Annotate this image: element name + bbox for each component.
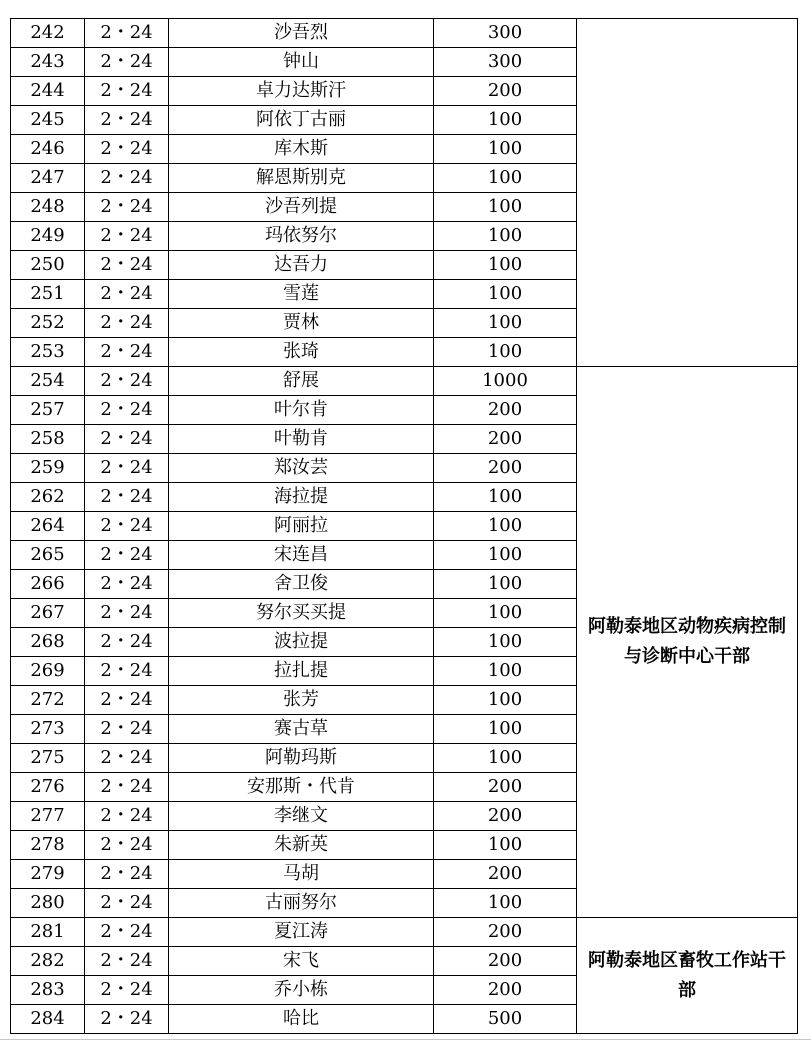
name-cell: 库木斯	[169, 135, 434, 164]
amount-cell: 1000	[434, 367, 577, 396]
date-cell: 2・24	[85, 541, 169, 570]
date-cell: 2・24	[85, 280, 169, 309]
name-cell: 安那斯・代肯	[169, 773, 434, 802]
row-number-cell: 245	[11, 106, 85, 135]
date-cell: 2・24	[85, 628, 169, 657]
row-number-cell: 265	[11, 541, 85, 570]
name-cell: 解恩斯别克	[169, 164, 434, 193]
name-cell: 努尔买买提	[169, 599, 434, 628]
row-number-cell: 249	[11, 222, 85, 251]
date-cell: 2・24	[85, 802, 169, 831]
name-cell: 赛古草	[169, 715, 434, 744]
row-number-cell: 272	[11, 686, 85, 715]
date-cell: 2・24	[85, 773, 169, 802]
name-cell: 玛依努尔	[169, 222, 434, 251]
row-number-cell: 283	[11, 976, 85, 1005]
date-cell: 2・24	[85, 396, 169, 425]
name-cell: 郑汝芸	[169, 454, 434, 483]
row-number-cell: 242	[11, 19, 85, 48]
name-cell: 宋飞	[169, 947, 434, 976]
name-cell: 李继文	[169, 802, 434, 831]
amount-cell: 100	[434, 628, 577, 657]
amount-cell: 100	[434, 686, 577, 715]
date-cell: 2・24	[85, 657, 169, 686]
amount-cell: 100	[434, 541, 577, 570]
name-cell: 张琦	[169, 338, 434, 367]
date-cell: 2・24	[85, 1005, 169, 1034]
table-row	[11, 367, 798, 396]
table-row	[11, 19, 798, 48]
amount-cell: 100	[434, 483, 577, 512]
name-cell: 雪莲	[169, 280, 434, 309]
date-cell: 2・24	[85, 164, 169, 193]
name-cell: 朱新英	[169, 831, 434, 860]
name-cell: 张芳	[169, 686, 434, 715]
date-cell: 2・24	[85, 309, 169, 338]
row-number-cell: 257	[11, 396, 85, 425]
row-number-cell: 252	[11, 309, 85, 338]
amount-cell: 100	[434, 280, 577, 309]
date-cell: 2・24	[85, 599, 169, 628]
amount-cell: 200	[434, 396, 577, 425]
date-cell: 2・24	[85, 367, 169, 396]
row-number-cell: 275	[11, 744, 85, 773]
name-cell: 夏江涛	[169, 918, 434, 947]
amount-cell: 100	[434, 222, 577, 251]
name-cell: 乔小栋	[169, 976, 434, 1005]
row-number-cell: 284	[11, 1005, 85, 1034]
amount-cell: 100	[434, 164, 577, 193]
amount-cell: 200	[434, 454, 577, 483]
amount-cell: 200	[434, 976, 577, 1005]
row-number-cell: 266	[11, 570, 85, 599]
amount-cell: 100	[434, 657, 577, 686]
name-cell: 马胡	[169, 860, 434, 889]
amount-cell: 200	[434, 425, 577, 454]
row-number-cell: 264	[11, 512, 85, 541]
date-cell: 2・24	[85, 48, 169, 77]
date-cell: 2・24	[85, 425, 169, 454]
amount-cell: 100	[434, 715, 577, 744]
row-number-cell: 273	[11, 715, 85, 744]
row-number-cell: 259	[11, 454, 85, 483]
row-number-cell: 254	[11, 367, 85, 396]
row-number-cell: 243	[11, 48, 85, 77]
date-cell: 2・24	[85, 483, 169, 512]
date-cell: 2・24	[85, 454, 169, 483]
name-cell: 舒展	[169, 367, 434, 396]
date-cell: 2・24	[85, 686, 169, 715]
name-cell: 拉扎提	[169, 657, 434, 686]
amount-cell: 200	[434, 77, 577, 106]
date-cell: 2・24	[85, 106, 169, 135]
amount-cell: 500	[434, 1005, 577, 1034]
amount-cell: 100	[434, 251, 577, 280]
unit-cell	[577, 19, 798, 367]
unit-cell: 阿勒泰地区畜牧工作站干部	[577, 918, 798, 1034]
date-cell: 2・24	[85, 19, 169, 48]
row-number-cell: 278	[11, 831, 85, 860]
date-cell: 2・24	[85, 744, 169, 773]
row-number-cell: 281	[11, 918, 85, 947]
date-cell: 2・24	[85, 831, 169, 860]
amount-cell: 200	[434, 918, 577, 947]
date-cell: 2・24	[85, 715, 169, 744]
amount-cell: 100	[434, 570, 577, 599]
date-cell: 2・24	[85, 193, 169, 222]
date-cell: 2・24	[85, 918, 169, 947]
date-cell: 2・24	[85, 570, 169, 599]
amount-cell: 100	[434, 309, 577, 338]
amount-cell: 100	[434, 831, 577, 860]
row-number-cell: 247	[11, 164, 85, 193]
amount-cell: 100	[434, 193, 577, 222]
row-number-cell: 267	[11, 599, 85, 628]
name-cell: 舍卫俊	[169, 570, 434, 599]
row-number-cell: 276	[11, 773, 85, 802]
name-cell: 达吾力	[169, 251, 434, 280]
row-number-cell: 277	[11, 802, 85, 831]
row-number-cell: 279	[11, 860, 85, 889]
date-cell: 2・24	[85, 338, 169, 367]
name-cell: 贾林	[169, 309, 434, 338]
row-number-cell: 280	[11, 889, 85, 918]
date-cell: 2・24	[85, 947, 169, 976]
amount-cell: 100	[434, 135, 577, 164]
name-cell: 古丽努尔	[169, 889, 434, 918]
amount-cell: 100	[434, 338, 577, 367]
date-cell: 2・24	[85, 976, 169, 1005]
amount-cell: 100	[434, 889, 577, 918]
date-cell: 2・24	[85, 222, 169, 251]
name-cell: 宋连昌	[169, 541, 434, 570]
date-cell: 2・24	[85, 135, 169, 164]
donation-table-body	[11, 19, 798, 1034]
amount-cell: 300	[434, 48, 577, 77]
date-cell: 2・24	[85, 889, 169, 918]
date-cell: 2・24	[85, 860, 169, 889]
name-cell: 阿依丁古丽	[169, 106, 434, 135]
donation-table	[10, 18, 798, 1034]
name-cell: 波拉提	[169, 628, 434, 657]
date-cell: 2・24	[85, 77, 169, 106]
name-cell: 沙吾列提	[169, 193, 434, 222]
amount-cell: 200	[434, 860, 577, 889]
amount-cell: 200	[434, 947, 577, 976]
table-row	[11, 918, 798, 947]
row-number-cell: 253	[11, 338, 85, 367]
row-number-cell: 258	[11, 425, 85, 454]
row-number-cell: 248	[11, 193, 85, 222]
row-number-cell: 246	[11, 135, 85, 164]
name-cell: 钟山	[169, 48, 434, 77]
amount-cell: 100	[434, 599, 577, 628]
amount-cell: 100	[434, 512, 577, 541]
row-number-cell: 244	[11, 77, 85, 106]
name-cell: 哈比	[169, 1005, 434, 1034]
row-number-cell: 268	[11, 628, 85, 657]
date-cell: 2・24	[85, 512, 169, 541]
unit-cell: 阿勒泰地区动物疾病控制与诊断中心干部	[577, 367, 798, 918]
row-number-cell: 262	[11, 483, 85, 512]
amount-cell: 200	[434, 802, 577, 831]
name-cell: 沙吾烈	[169, 19, 434, 48]
page-bottom-border	[0, 1039, 811, 1040]
amount-cell: 200	[434, 773, 577, 802]
amount-cell: 300	[434, 19, 577, 48]
name-cell: 阿勒玛斯	[169, 744, 434, 773]
name-cell: 卓力达斯汗	[169, 77, 434, 106]
name-cell: 叶尔肯	[169, 396, 434, 425]
amount-cell: 100	[434, 106, 577, 135]
row-number-cell: 282	[11, 947, 85, 976]
row-number-cell: 269	[11, 657, 85, 686]
name-cell: 叶勒肯	[169, 425, 434, 454]
name-cell: 阿丽拉	[169, 512, 434, 541]
row-number-cell: 251	[11, 280, 85, 309]
row-number-cell: 250	[11, 251, 85, 280]
name-cell: 海拉提	[169, 483, 434, 512]
date-cell: 2・24	[85, 251, 169, 280]
amount-cell: 100	[434, 744, 577, 773]
